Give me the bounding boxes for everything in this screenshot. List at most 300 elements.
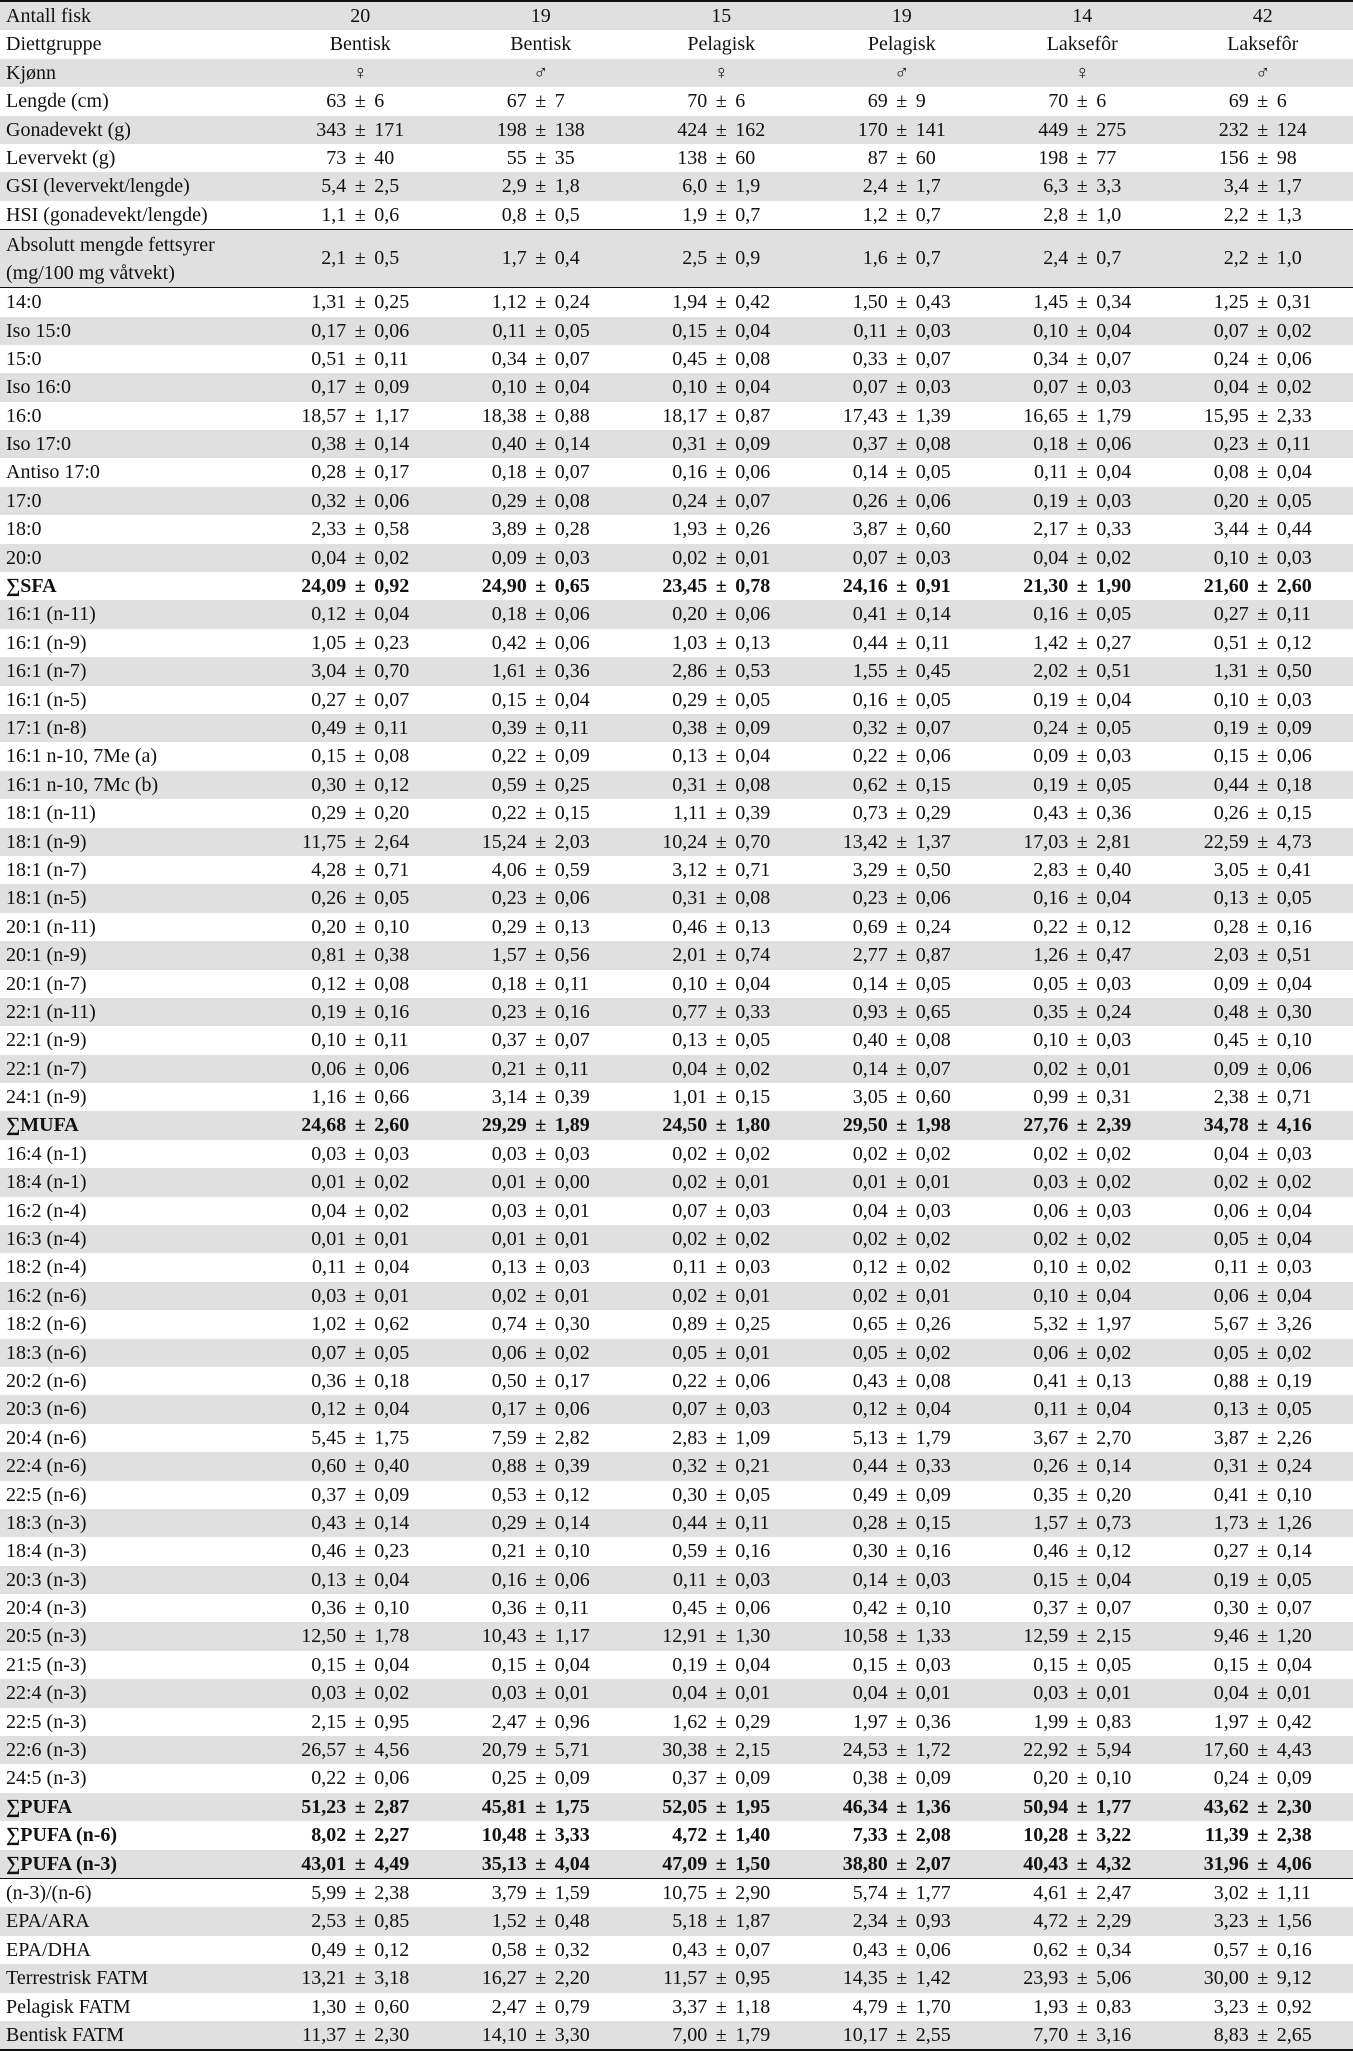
sd-value: 0,09: [735, 716, 771, 739]
mean-value: 0,06: [311, 1057, 347, 1080]
value-cell: [451, 629, 632, 657]
mean-value: 0,89: [672, 1313, 708, 1336]
sd-value: 5,06: [1096, 1967, 1132, 1990]
row-label: 20:0: [6, 546, 42, 569]
plus-minus-sign: ±: [896, 433, 908, 456]
plus-minus-sign: ±: [354, 433, 366, 456]
plus-minus-sign: ±: [715, 1199, 727, 1222]
plus-minus-sign: ±: [535, 1455, 547, 1478]
plus-minus-sign: ±: [715, 1483, 727, 1506]
plus-minus-sign: ±: [535, 291, 547, 314]
sd-value: 0,44: [1276, 518, 1312, 541]
plus-minus-sign: ±: [354, 1882, 366, 1904]
mean-value: 11,37: [301, 2023, 347, 2046]
value-cell: [812, 116, 993, 144]
plus-minus-sign: ±: [715, 1910, 727, 1933]
sd-value: 1,90: [1096, 575, 1132, 598]
sd-value: 1,33: [915, 1625, 951, 1648]
mean-value: 24,53: [842, 1739, 888, 1762]
mean-value: 0,23: [491, 1000, 527, 1023]
plus-minus-sign: ±: [896, 90, 908, 113]
sd-value: 1,59: [554, 1882, 590, 1904]
plus-minus-sign: ±: [354, 773, 366, 796]
mean-value: 0,45: [672, 347, 708, 370]
value-cell: [270, 402, 451, 430]
mean-value: 0,8: [501, 203, 527, 226]
mean-value: 1,62: [672, 1710, 708, 1733]
value-cell: [992, 172, 1173, 200]
sd-value: 0,03: [735, 1568, 771, 1591]
value-cell: [1173, 941, 1353, 969]
table-row: [0, 87, 1353, 115]
table-row: [0, 1850, 1353, 1878]
value-cell: [812, 771, 993, 799]
mean-value: 7,70: [1033, 2023, 1069, 2046]
plus-minus-sign: ±: [715, 688, 727, 711]
sd-value: 0,01: [915, 1284, 951, 1307]
plus-minus-sign: ±: [715, 575, 727, 598]
plus-minus-sign: ±: [896, 146, 908, 169]
mean-value: 0,02: [672, 1228, 708, 1251]
plus-minus-sign: ±: [715, 461, 727, 484]
plus-minus-sign: ±: [715, 631, 727, 654]
mean-value: 1,93: [672, 518, 708, 541]
mean-value: 0,25: [491, 1767, 527, 1790]
mean-value: 0,34: [491, 347, 527, 370]
sd-value: 0,03: [735, 1398, 771, 1421]
sd-value: 6: [1276, 90, 1287, 113]
sd-value: 0,59: [554, 858, 590, 881]
mean-value: 18,17: [662, 404, 708, 427]
plus-minus-sign: ±: [354, 745, 366, 768]
mean-value: 30,00: [1203, 1967, 1249, 1990]
sd-value: 0,07: [554, 461, 590, 484]
mean-value: 0,09: [1213, 972, 1249, 995]
value-cell: [270, 600, 451, 628]
sd-value: 0,05: [1276, 489, 1312, 512]
mean-value: 1,52: [491, 1910, 527, 1933]
sd-value: 4,56: [374, 1739, 410, 1762]
mean-value: 0,12: [852, 1398, 888, 1421]
value-cell: [1173, 1367, 1353, 1395]
sd-value: 2,03: [554, 830, 590, 853]
mean-value: 0,37: [672, 1767, 708, 1790]
sd-value: 0,07: [1096, 347, 1132, 370]
plus-minus-sign: ±: [715, 2023, 727, 2046]
mean-value: 0,02: [1033, 1057, 1069, 1080]
plus-minus-sign: ±: [354, 2023, 366, 2046]
sd-value: 0,65: [554, 575, 590, 598]
value-cell: [1173, 1764, 1353, 1792]
sd-value: 0,13: [735, 631, 771, 654]
mean-value: 73: [326, 146, 347, 169]
sd-value: 0,06: [374, 1767, 410, 1790]
value-cell: [270, 1622, 451, 1650]
value-cell: [812, 1026, 993, 1054]
mean-value: 0,29: [491, 1511, 527, 1534]
mean-value: 0,27: [311, 688, 347, 711]
mean-value: 0,04: [672, 1057, 708, 1080]
mean-value: 0,31: [672, 887, 708, 910]
sd-value: 0,16: [374, 1000, 410, 1023]
row-label: 17:0: [6, 489, 42, 512]
value-cell: [992, 1651, 1173, 1679]
value-cell: [451, 1310, 632, 1338]
row-label: 20:3 (n-6): [6, 1398, 87, 1421]
value-cell: [812, 828, 993, 856]
sd-value: 0,04: [374, 1398, 410, 1421]
value-cell: [451, 1651, 632, 1679]
sd-value: 0,11: [554, 716, 590, 739]
plus-minus-sign: ±: [535, 1511, 547, 1534]
sd-value: 0,07: [374, 688, 410, 711]
value-cell: [631, 201, 812, 229]
mean-value: 0,11: [1033, 1398, 1069, 1421]
plus-minus-sign: ±: [354, 1228, 366, 1251]
row-label: EPA/ARA: [6, 1910, 90, 1933]
plus-minus-sign: ±: [715, 887, 727, 910]
sd-value: 2,26: [1276, 1426, 1312, 1449]
plus-minus-sign: ±: [535, 1483, 547, 1506]
mean-value: 0,36: [311, 1369, 347, 1392]
plus-minus-sign: ±: [1076, 1455, 1088, 1478]
value-cell: [631, 1594, 812, 1622]
value-cell: [812, 487, 993, 515]
plus-minus-sign: ±: [715, 1511, 727, 1534]
table-row: [0, 742, 1353, 770]
mean-value: 0,22: [1033, 915, 1069, 938]
mean-value: 10,17: [842, 2023, 888, 2046]
row-label: (n-3)/(n-6): [6, 1882, 92, 1904]
value-cell: [812, 572, 993, 600]
sd-value: 2,33: [1276, 404, 1312, 427]
header-cell: 19: [891, 5, 912, 27]
mean-value: 34,78: [1203, 1114, 1249, 1137]
value-cell: [451, 1282, 632, 1310]
value-cell: [270, 201, 451, 229]
row-label: Levervekt (g): [6, 146, 116, 169]
plus-minus-sign: ±: [1257, 247, 1269, 270]
table-row: [0, 1424, 1353, 1452]
mean-value: 4,06: [491, 858, 527, 881]
sd-value: 0,7: [1096, 247, 1122, 270]
value-cell: [992, 317, 1173, 345]
value-cell: [1173, 1339, 1353, 1367]
plus-minus-sign: ±: [896, 118, 908, 141]
plus-minus-sign: ±: [535, 546, 547, 569]
sd-value: 0,10: [374, 915, 410, 938]
value-cell: [1173, 144, 1353, 172]
mean-value: 0,57: [1213, 1938, 1249, 1961]
value-cell: [812, 1793, 993, 1821]
mean-value: 5,99: [311, 1882, 347, 1904]
mean-value: 0,03: [311, 1682, 347, 1705]
value-cell: [1173, 714, 1353, 742]
mean-value: 0,38: [672, 716, 708, 739]
sd-value: 0,23: [374, 631, 410, 654]
value-cell: [812, 1452, 993, 1480]
value-cell: [1173, 1253, 1353, 1281]
plus-minus-sign: ±: [1257, 660, 1269, 683]
sd-value: 3,18: [374, 1967, 410, 1990]
sd-value: 1,78: [374, 1625, 410, 1648]
sd-value: 0,02: [1096, 1142, 1132, 1165]
mean-value: 40,43: [1023, 1852, 1069, 1875]
plus-minus-sign: ±: [715, 1455, 727, 1478]
sd-value: 0,05: [1276, 887, 1312, 910]
plus-minus-sign: ±: [535, 347, 547, 370]
plus-minus-sign: ±: [1257, 1313, 1269, 1336]
value-cell: [992, 1197, 1173, 1225]
sd-value: 0,12: [1096, 915, 1132, 938]
value-cell: [451, 771, 632, 799]
value-cell: [1173, 742, 1353, 770]
sd-value: 0,40: [1096, 858, 1132, 881]
sd-value: 0,30: [554, 1313, 590, 1336]
value-cell: [992, 884, 1173, 912]
value-cell: [631, 1850, 812, 1878]
value-cell: [1173, 1736, 1353, 1764]
sd-value: 0,10: [915, 1597, 951, 1620]
value-cell: [451, 1964, 632, 1992]
plus-minus-sign: ±: [354, 291, 366, 314]
sd-value: 0,01: [735, 1682, 771, 1705]
value-cell: [812, 1367, 993, 1395]
plus-minus-sign: ±: [535, 319, 547, 342]
plus-minus-sign: ±: [896, 773, 908, 796]
value-cell: [812, 1140, 993, 1168]
value-cell: [270, 1879, 451, 1907]
plus-minus-sign: ±: [535, 1625, 547, 1648]
plus-minus-sign: ±: [715, 660, 727, 683]
sd-value: 0,01: [915, 1171, 951, 1194]
sd-value: 0,73: [1096, 1511, 1132, 1534]
value-cell: [992, 771, 1173, 799]
plus-minus-sign: ±: [1076, 972, 1088, 995]
mean-value: 0,49: [311, 1938, 347, 1961]
plus-minus-sign: ±: [1257, 1341, 1269, 1364]
value-cell: [992, 799, 1173, 827]
value-cell: [270, 1993, 451, 2021]
value-cell: [270, 572, 451, 600]
value-cell: [812, 799, 993, 827]
mean-value: 0,20: [1033, 1767, 1069, 1790]
sd-value: 0,01: [374, 1284, 410, 1307]
mean-value: 63: [326, 90, 347, 113]
plus-minus-sign: ±: [535, 830, 547, 853]
row-label: Diettgruppe: [6, 33, 102, 56]
value-cell: [992, 1481, 1173, 1509]
sd-value: 0,03: [1096, 1029, 1132, 1052]
value-cell: [992, 144, 1173, 172]
value-cell: [1173, 402, 1353, 430]
value-cell: [1173, 317, 1353, 345]
row-label: Antall fisk: [6, 5, 91, 27]
value-cell: [1173, 1509, 1353, 1537]
sd-value: 1,79: [915, 1426, 951, 1449]
sd-value: 0,83: [1096, 1710, 1132, 1733]
plus-minus-sign: ±: [715, 1029, 727, 1052]
value-cell: [812, 288, 993, 316]
plus-minus-sign: ±: [535, 773, 547, 796]
sd-value: 0,13: [735, 915, 771, 938]
row-label: 16:3 (n-4): [6, 1228, 87, 1251]
value-cell: [992, 1452, 1173, 1480]
sd-value: 0,15: [554, 802, 590, 825]
sd-value: 0,01: [915, 1682, 951, 1705]
table-row: [0, 1679, 1353, 1707]
mean-value: 0,01: [491, 1171, 527, 1194]
plus-minus-sign: ±: [535, 915, 547, 938]
value-cell: [631, 1651, 812, 1679]
sd-value: 0,05: [915, 461, 951, 484]
value-cell: [992, 1055, 1173, 1083]
value-cell: [812, 1282, 993, 1310]
plus-minus-sign: ±: [1257, 347, 1269, 370]
value-cell: [812, 317, 993, 345]
mean-value: 4,72: [672, 1824, 708, 1847]
plus-minus-sign: ±: [354, 1284, 366, 1307]
sd-value: 0,11: [554, 1057, 590, 1080]
plus-minus-sign: ±: [1076, 118, 1088, 141]
value-cell: [270, 799, 451, 827]
sd-value: 0,05: [735, 1483, 771, 1506]
sd-value: 0,09: [374, 376, 410, 399]
plus-minus-sign: ±: [354, 1114, 366, 1137]
mean-value: 3,23: [1213, 1995, 1249, 2018]
row-label: 20:2 (n-6): [6, 1369, 87, 1392]
value-cell: [1173, 1793, 1353, 1821]
value-cell: [270, 714, 451, 742]
value-cell: [451, 1879, 632, 1907]
value-cell: [1173, 1594, 1353, 1622]
sd-value: 0,02: [915, 1341, 951, 1364]
mean-value: 0,24: [1033, 716, 1069, 739]
value-cell: [1173, 1111, 1353, 1139]
value-cell: [992, 1537, 1173, 1565]
plus-minus-sign: ±: [715, 972, 727, 995]
sd-value: 2,90: [735, 1882, 771, 1904]
plus-minus-sign: ±: [1076, 1398, 1088, 1421]
mean-value: 0,31: [672, 773, 708, 796]
plus-minus-sign: ±: [535, 1882, 547, 1904]
mean-value: 0,30: [852, 1540, 888, 1563]
plus-minus-sign: ±: [535, 90, 547, 113]
value-cell: [270, 1395, 451, 1423]
value-cell: [270, 1225, 451, 1253]
value-cell: [812, 244, 993, 272]
mean-value: 0,40: [852, 1029, 888, 1052]
plus-minus-sign: ±: [896, 688, 908, 711]
plus-minus-sign: ±: [896, 1142, 908, 1165]
value-cell: [812, 430, 993, 458]
sd-value: 0,71: [1276, 1086, 1312, 1109]
plus-minus-sign: ±: [896, 1086, 908, 1109]
plus-minus-sign: ±: [1257, 1057, 1269, 1080]
mean-value: 0,11: [1033, 461, 1069, 484]
sd-value: 1,40: [735, 1824, 771, 1847]
plus-minus-sign: ±: [535, 1995, 547, 2018]
sd-value: 0,33: [735, 1000, 771, 1023]
sd-value: 0,11: [1276, 433, 1312, 456]
mean-value: 0,02: [672, 546, 708, 569]
header-cell: 42: [1252, 5, 1273, 27]
value-cell: [992, 600, 1173, 628]
sd-value: 0,41: [1276, 858, 1312, 881]
value-cell: [1173, 487, 1353, 515]
sd-value: 1,75: [374, 1426, 410, 1449]
sd-value: 0,08: [374, 745, 410, 768]
plus-minus-sign: ±: [1076, 1597, 1088, 1620]
value-cell: [631, 288, 812, 316]
sd-value: 0,33: [1096, 518, 1132, 541]
sd-value: 0,62: [374, 1313, 410, 1336]
plus-minus-sign: ±: [896, 1228, 908, 1251]
mean-value: 21,30: [1023, 575, 1069, 598]
value-cell: [992, 402, 1173, 430]
sd-value: 0,09: [554, 1767, 590, 1790]
row-label: Lengde (cm): [6, 90, 109, 113]
value-cell: [631, 686, 812, 714]
mean-value: 0,05: [1213, 1228, 1249, 1251]
value-cell: [1173, 1140, 1353, 1168]
header-cell: Bentisk: [510, 33, 572, 56]
mean-value: 0,42: [852, 1597, 888, 1620]
value-cell: [631, 515, 812, 543]
value-cell: [451, 1111, 632, 1139]
row-label: 18:3 (n-6): [6, 1341, 87, 1364]
plus-minus-sign: ±: [715, 1313, 727, 1336]
value-cell: [992, 1907, 1173, 1935]
sd-value: 0,83: [1096, 1995, 1132, 2018]
value-cell: [812, 544, 993, 572]
mean-value: 0,44: [672, 1511, 708, 1534]
plus-minus-sign: ±: [1076, 1483, 1088, 1506]
value-cell: [1173, 2021, 1353, 2049]
plus-minus-sign: ±: [715, 518, 727, 541]
plus-minus-sign: ±: [1076, 1995, 1088, 2018]
plus-minus-sign: ±: [1076, 1625, 1088, 1648]
value-cell: [1173, 1964, 1353, 1992]
plus-minus-sign: ±: [354, 1824, 366, 1847]
plus-minus-sign: ±: [896, 802, 908, 825]
sd-value: 0,04: [1276, 1228, 1312, 1251]
mean-value: 30,38: [662, 1739, 708, 1762]
sd-value: 0,14: [374, 433, 410, 456]
mean-value: 0,10: [1213, 688, 1249, 711]
plus-minus-sign: ±: [354, 1795, 366, 1818]
sd-value: 0,05: [1096, 716, 1132, 739]
sd-value: 0,11: [554, 1597, 590, 1620]
mean-value: 0,16: [852, 688, 888, 711]
sd-value: 2,55: [915, 2023, 951, 2046]
value-cell: [631, 970, 812, 998]
mean-value: 11,75: [301, 830, 347, 853]
value-cell: [451, 1537, 632, 1565]
plus-minus-sign: ±: [1076, 1767, 1088, 1790]
value-cell: [1173, 201, 1353, 229]
table-row: [0, 1395, 1353, 1423]
value-cell: [270, 1111, 451, 1139]
sd-value: 3,30: [554, 2023, 590, 2046]
sd-value: 0,07: [915, 347, 951, 370]
mean-value: 2,8: [1043, 203, 1069, 226]
value-cell: [451, 288, 632, 316]
row-label: 20:4 (n-6): [6, 1426, 87, 1449]
mean-value: 0,34: [1033, 347, 1069, 370]
sd-value: 0,03: [1276, 1256, 1312, 1279]
value-cell: [631, 373, 812, 401]
